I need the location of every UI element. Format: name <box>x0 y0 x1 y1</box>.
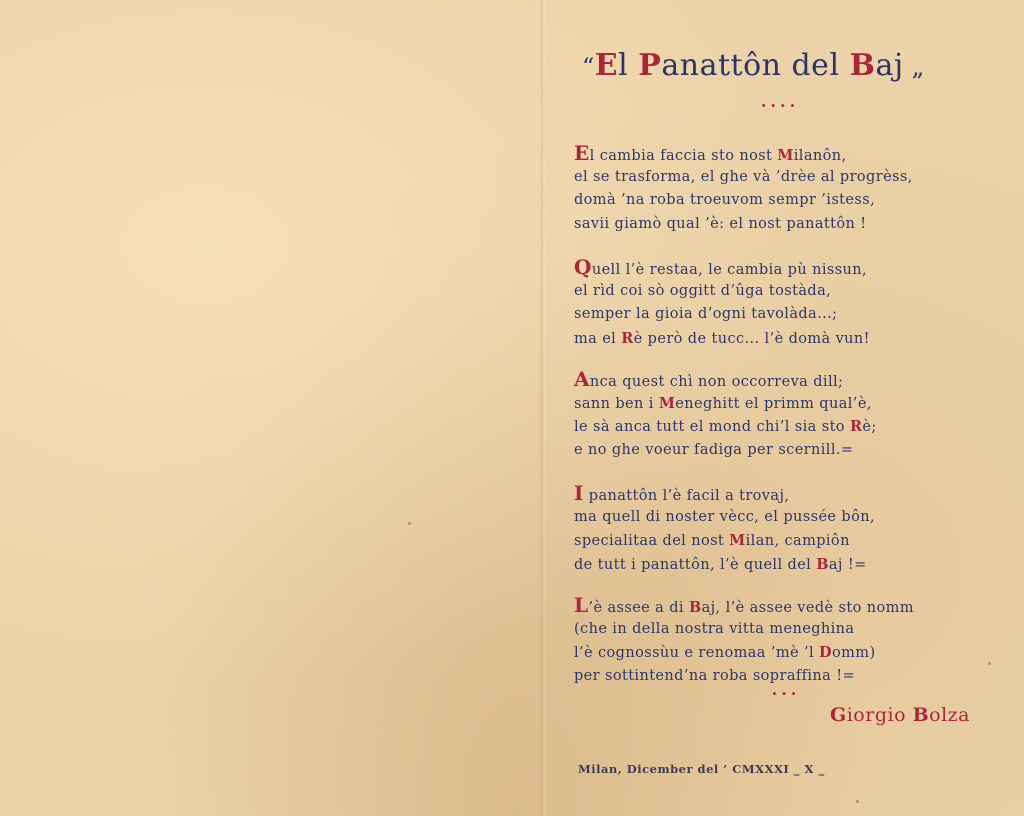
stanza-initial: L <box>574 593 589 617</box>
line-text: aj, l’è assee vedè sto nomm <box>701 600 914 616</box>
poem-line <box>574 529 1014 553</box>
line-text: l cambia faccia sto nost <box>589 148 778 164</box>
paper-speck <box>408 522 411 525</box>
stanza-3 <box>574 368 1014 462</box>
poem-line <box>574 415 1014 439</box>
line-text: de tutt i panattôn, l’è quell del <box>574 556 817 573</box>
poem-line <box>574 256 1014 280</box>
stanza-1 <box>574 142 1014 236</box>
line-text: ma el <box>574 330 622 347</box>
date-line: Milan, Dicember del ’ CMXXXI _ X _ <box>578 762 825 776</box>
line-text: è però de tucc... l’è domà vun! <box>633 330 870 347</box>
title-open-quote: “ <box>582 53 595 81</box>
title-close-quote: „ <box>903 53 925 81</box>
line-text: ilan, campiôn <box>745 533 850 549</box>
line-text: eneghitt el primm qual’è, <box>675 395 872 412</box>
line-capital: M <box>777 147 794 164</box>
line-capital: B <box>688 599 702 616</box>
line-text: aj != <box>828 556 867 573</box>
line-capital: D <box>819 644 833 661</box>
line-text: ’è assee a di <box>588 600 689 616</box>
title-initial-b: B <box>849 48 876 83</box>
line-capital: B <box>816 555 829 573</box>
poem-line: (che in della nostra vitta meneghina <box>574 620 855 637</box>
line-text: è; <box>862 419 877 435</box>
poem-line: ma quell di noster vècc, el pussée bôn, <box>574 508 875 525</box>
poem-line <box>574 553 1014 577</box>
line-text: le sà anca tutt el mond chi’l sia sto <box>574 419 850 435</box>
poem-line <box>574 482 1014 506</box>
poem-line: semper la gioia d’ogni tavolàda...; <box>574 306 838 322</box>
line-capital: R <box>849 418 863 435</box>
signature-first-name: iorgio <box>846 704 913 726</box>
title-initial-e: E <box>594 48 619 83</box>
line-text: uell l’è restaa, le cambia pù nissun, <box>591 262 868 278</box>
line-text: nca quest chì non occorreva dill; <box>589 374 844 390</box>
stanza-2 <box>574 256 1014 350</box>
line-text: specialitaa del nost <box>574 533 730 549</box>
poem-line <box>574 594 1014 618</box>
stanza-initial: Q <box>574 255 592 279</box>
page-fold <box>540 0 546 816</box>
signature-last-name: olza <box>929 704 970 726</box>
title-word-1: l <box>618 48 639 83</box>
poem-line <box>574 142 1014 166</box>
poem-line <box>574 368 1014 392</box>
line-capital: M <box>658 394 676 412</box>
line-text: ilanôn, <box>793 148 847 164</box>
poem-line: domà ’na roba troeuvom sempr ’istess, <box>574 192 876 208</box>
poem-panel <box>560 0 1010 816</box>
poem-line <box>574 641 1014 665</box>
poem-line: per sottintend’na roba sopraffina != <box>574 667 856 684</box>
poem-line <box>574 327 1014 351</box>
poem-line <box>574 392 1014 416</box>
line-capital: R <box>621 329 634 347</box>
poem-line: e no ghe voeur fadiga per scernill.= <box>574 441 854 458</box>
line-text: l’è cognossùu e renomaa ’mè ’l <box>574 645 820 661</box>
poem-title <box>582 48 1012 83</box>
line-text: panattôn l’è facil a trovaj, <box>583 488 790 504</box>
author-signature <box>830 704 970 726</box>
title-ornament: .... <box>760 92 800 111</box>
title-word-2: anattôn del <box>661 48 850 83</box>
title-word-3: aj <box>875 48 904 83</box>
poem-line: el rìd coi sò oggitt d’ûga tostàda, <box>574 282 832 299</box>
signature-initial-b: B <box>912 704 930 726</box>
stanza-initial: E <box>574 141 590 165</box>
stanza-initial: I <box>574 481 584 505</box>
poem-line: savii giamò qual ’è: el nost panattôn ! <box>574 215 867 232</box>
signature-initial-g: G <box>830 704 847 726</box>
title-initial-p: P <box>638 48 662 83</box>
signature-ornament: ... <box>771 680 801 699</box>
stanza-5 <box>574 594 1014 688</box>
line-text: sann ben i <box>574 395 659 412</box>
line-text: omm) <box>832 645 876 661</box>
poem-line: el se trasforma, el ghe và ’drèe al progrèss, <box>574 168 913 185</box>
line-capital: M <box>729 532 746 549</box>
stanza-4 <box>574 482 1014 576</box>
stanza-initial: A <box>574 367 590 391</box>
